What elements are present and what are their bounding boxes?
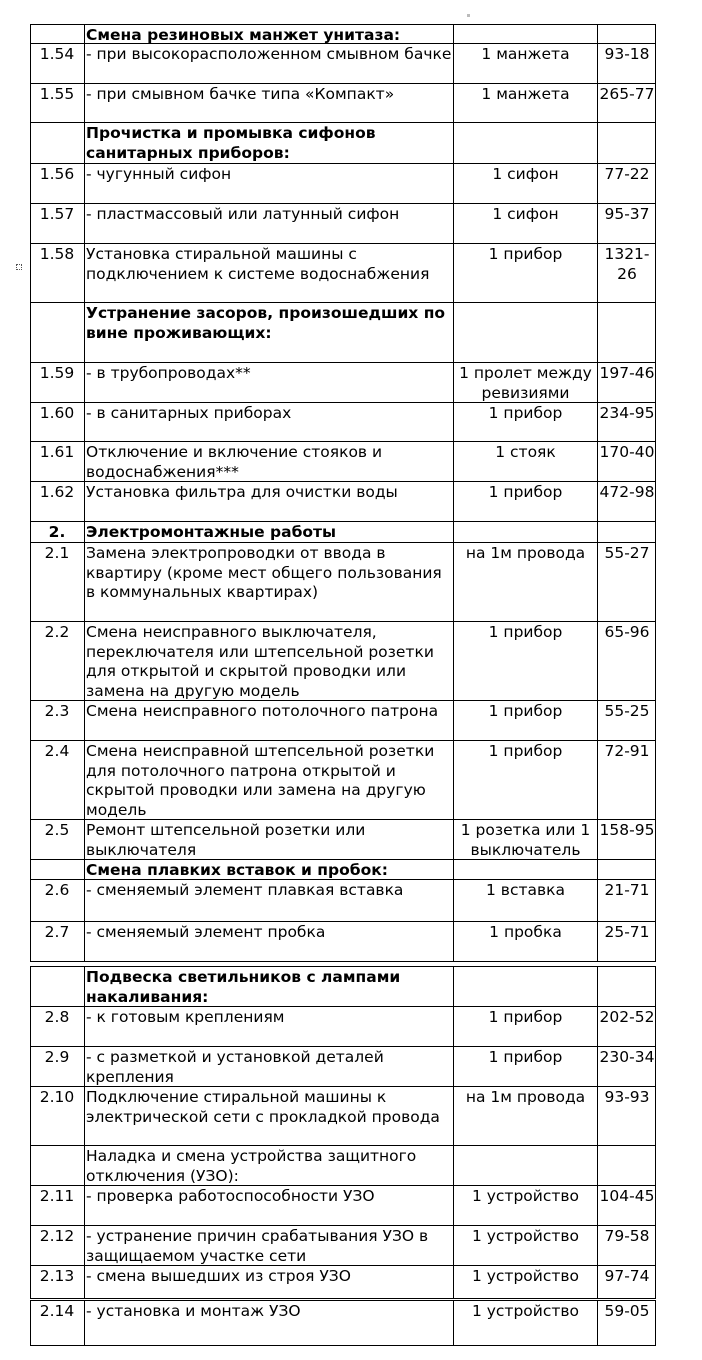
price-cell — [597, 123, 656, 163]
table-row — [30, 1225, 656, 1265]
unit-cell: 1 стояк — [453, 442, 597, 481]
description-cell: - проверка работоспособности УЗО — [84, 1186, 453, 1225]
description-cell: Ремонт штепсельной розетки или выключателя — [84, 820, 453, 859]
price-cell — [597, 25, 656, 43]
row-number-cell: 2.14 — [39, 1302, 75, 1320]
row-number-cell: 2.8 — [44, 1008, 70, 1026]
table-row — [30, 966, 656, 1006]
price-cell: 79-58 — [597, 1226, 656, 1265]
table-row — [30, 921, 656, 961]
description-cell: - пластмассовый или латунный сифон — [84, 204, 453, 243]
unit-cell: 1 манжета — [453, 44, 597, 83]
price-cell: 472-98 — [597, 482, 656, 521]
description-cell: - в санитарных приборах — [84, 403, 453, 441]
row-number-cell: 2.10 — [39, 1088, 75, 1106]
unit-cell — [453, 1146, 597, 1185]
table-row — [30, 43, 656, 83]
description-cell: Смена неисправного выключателя, переключателя или штепсельной розетки для открытой и скрытой проводки или замена на другую модель — [84, 622, 453, 700]
row-number-cell: 2.13 — [39, 1267, 75, 1285]
price-cell: 197-46 — [597, 363, 656, 402]
row-number-cell: 2.9 — [44, 1048, 70, 1066]
table-row — [30, 1145, 656, 1185]
table-row — [30, 740, 656, 819]
price-cell: 55-27 — [597, 543, 656, 621]
row-number-cell — [30, 967, 84, 1006]
unit-cell: 1 сифон — [453, 204, 597, 243]
row-number-cell — [30, 303, 84, 362]
price-cell: 202-52 — [597, 1007, 656, 1046]
description-cell: - сменяемый элемент пробка — [84, 922, 453, 961]
table-row — [30, 1006, 656, 1046]
unit-cell: 1 прибор — [453, 244, 597, 302]
price-cell — [597, 967, 656, 1006]
row-number-cell: 2.3 — [44, 702, 70, 720]
table-row — [30, 1046, 656, 1086]
table-row — [30, 122, 656, 163]
description-cell: Смена плавких вставок и пробок: — [84, 860, 453, 879]
row-number-cell: 1.60 — [39, 404, 75, 422]
unit-cell: 1 устройство — [453, 1301, 597, 1345]
description-cell: - устранение причин срабатывания УЗО в защищаемом участке сети — [84, 1226, 453, 1265]
price-cell: 95-37 — [597, 204, 656, 243]
row-number-cell: 2.1 — [44, 544, 70, 562]
price-cell: 59-05 — [597, 1301, 656, 1345]
description-cell: Установка фильтра для очистки воды — [84, 482, 453, 521]
unit-cell: 1 прибор — [453, 741, 597, 819]
description-cell: Смена резиновых манжет унитаза: — [84, 25, 453, 43]
unit-cell: на 1м провода — [453, 1087, 597, 1145]
unit-cell: 1 вставка — [453, 880, 597, 921]
table-row — [30, 621, 656, 700]
description-cell: - к готовым креплениям — [84, 1007, 453, 1046]
price-cell — [597, 1146, 656, 1185]
unit-cell: 1 розетка или 1 выключатель — [453, 820, 597, 859]
price-cell: 1321-26 — [597, 244, 656, 302]
unit-cell: 1 сифон — [453, 164, 597, 203]
unit-cell: 1 прибор — [453, 482, 597, 521]
row-number-cell: 1.61 — [39, 443, 75, 461]
price-cell: 97-74 — [597, 1266, 656, 1298]
price-cell: 170-40 — [597, 442, 656, 481]
row-number-cell — [30, 1146, 84, 1185]
description-cell: - в трубопроводах** — [84, 363, 453, 402]
price-cell: 93-93 — [597, 1087, 656, 1145]
row-number-cell: 2.6 — [44, 881, 70, 899]
unit-cell: 1 устройство — [453, 1226, 597, 1265]
row-number-cell: 2.12 — [39, 1227, 75, 1245]
table-row — [30, 243, 656, 302]
description-cell: - установка и монтаж УЗО — [84, 1301, 453, 1345]
price-cell: 234-95 — [597, 403, 656, 441]
table-row — [30, 819, 656, 859]
row-number-cell — [30, 123, 84, 163]
unit-cell: 1 прибор — [453, 701, 597, 740]
table-row — [30, 302, 656, 362]
unit-cell: 1 прибор — [453, 622, 597, 700]
price-cell: 77-22 — [597, 164, 656, 203]
row-number-cell: 1.62 — [39, 483, 75, 501]
row-number-cell: 2.5 — [44, 821, 70, 839]
table-row — [30, 700, 656, 740]
unit-cell — [453, 303, 597, 362]
table-row — [30, 1300, 656, 1345]
table-row — [30, 441, 656, 481]
price-cell: 25-71 — [597, 922, 656, 961]
price-cell — [597, 303, 656, 362]
unit-cell: на 1м провода — [453, 543, 597, 621]
table-row — [30, 859, 656, 879]
row-number-cell: 2.7 — [44, 923, 70, 941]
row-number-cell: 1.54 — [39, 45, 75, 63]
unit-cell — [453, 967, 597, 1006]
table-row — [30, 1086, 656, 1145]
table-row — [30, 402, 656, 441]
price-cell: 65-96 — [597, 622, 656, 700]
description-cell: Устранение засоров, произошедших по вине проживающих: — [84, 303, 453, 362]
row-number-cell: 1.59 — [39, 364, 75, 382]
row-number-cell: 2.2 — [44, 623, 70, 641]
table-bottom-border — [30, 1345, 656, 1346]
table-row — [30, 163, 656, 203]
description-cell: Подключение стиральной машины к электрической сети с прокладкой провода — [84, 1087, 453, 1145]
unit-cell: 1 пролет между ревизиями — [453, 363, 597, 402]
table-row — [30, 362, 656, 402]
price-cell: 72-91 — [597, 741, 656, 819]
description-cell: Подвеска светильников с лампами накаливания: — [84, 967, 453, 1006]
description-cell: - при смывном бачке типа «Компакт» — [84, 84, 453, 122]
table-row — [30, 24, 656, 43]
row-number-cell: 1.57 — [39, 205, 75, 223]
description-cell: - смена вышедших из строя УЗО — [84, 1266, 453, 1298]
unit-cell: 1 манжета — [453, 84, 597, 122]
description-cell: Смена неисправного потолочного патрона — [84, 701, 453, 740]
price-cell: 93-18 — [597, 44, 656, 83]
table-bottom-border — [30, 1298, 656, 1299]
description-cell: Наладка и смена устройства защитного отключения (УЗО): — [84, 1146, 453, 1185]
price-cell: 230-34 — [597, 1047, 656, 1086]
row-number-cell: 2. — [48, 523, 66, 541]
price-cell: 104-45 — [597, 1186, 656, 1225]
description-cell: - при высокорасположенном смывном бачке — [84, 44, 453, 83]
row-number-cell — [30, 860, 84, 879]
price-cell — [597, 860, 656, 879]
unit-cell — [453, 25, 597, 43]
row-number-cell: 2.11 — [39, 1187, 75, 1205]
price-cell: 265-77 — [597, 84, 656, 122]
price-cell: 55-25 — [597, 701, 656, 740]
row-number-cell: 1.56 — [39, 165, 75, 183]
unit-cell: 1 устройство — [453, 1266, 597, 1298]
description-cell: - сменяемый элемент плавкая вставка — [84, 880, 453, 921]
unit-cell: 1 прибор — [453, 1047, 597, 1086]
description-cell: Прочистка и промывка сифонов санитарных приборов: — [84, 123, 453, 163]
table-row — [30, 542, 656, 621]
table-bottom-border — [30, 961, 656, 962]
table-row — [30, 83, 656, 122]
row-number-cell — [30, 25, 84, 43]
unit-cell — [453, 522, 597, 542]
unit-cell — [453, 860, 597, 879]
margin-anchor-marker — [16, 264, 22, 270]
scan-artifact-dot — [467, 14, 470, 17]
description-cell: Замена электропроводки от ввода в квартиру (кроме мест общего пользования в коммунальных квартирах) — [84, 543, 453, 621]
table-row — [30, 481, 656, 521]
table-row — [30, 521, 656, 542]
table-row — [30, 879, 656, 921]
row-number-cell: 1.58 — [39, 245, 75, 263]
price-cell — [597, 522, 656, 542]
description-cell: Электромонтажные работы — [84, 522, 453, 542]
table-row — [30, 203, 656, 243]
unit-cell: 1 устройство — [453, 1186, 597, 1225]
row-number-cell: 2.4 — [44, 742, 70, 760]
description-cell: Отключение и включение стояков и водоснабжения*** — [84, 442, 453, 481]
unit-cell — [453, 123, 597, 163]
description-cell: Установка стиральной машины с подключением к системе водоснабжения — [84, 244, 453, 302]
unit-cell: 1 прибор — [453, 1007, 597, 1046]
table-row — [30, 1265, 656, 1298]
table-row — [30, 1185, 656, 1225]
unit-cell: 1 пробка — [453, 922, 597, 961]
unit-cell: 1 прибор — [453, 403, 597, 441]
row-number-cell: 1.55 — [39, 85, 75, 103]
description-cell: - чугунный сифон — [84, 164, 453, 203]
price-cell: 158-95 — [597, 820, 656, 859]
description-cell: Смена неисправной штепсельной розетки для потолочного патрона открытой и скрытой проводки или замена на другую модель — [84, 741, 453, 819]
description-cell: - с разметкой и установкой деталей крепления — [84, 1047, 453, 1086]
price-cell: 21-71 — [597, 880, 656, 921]
